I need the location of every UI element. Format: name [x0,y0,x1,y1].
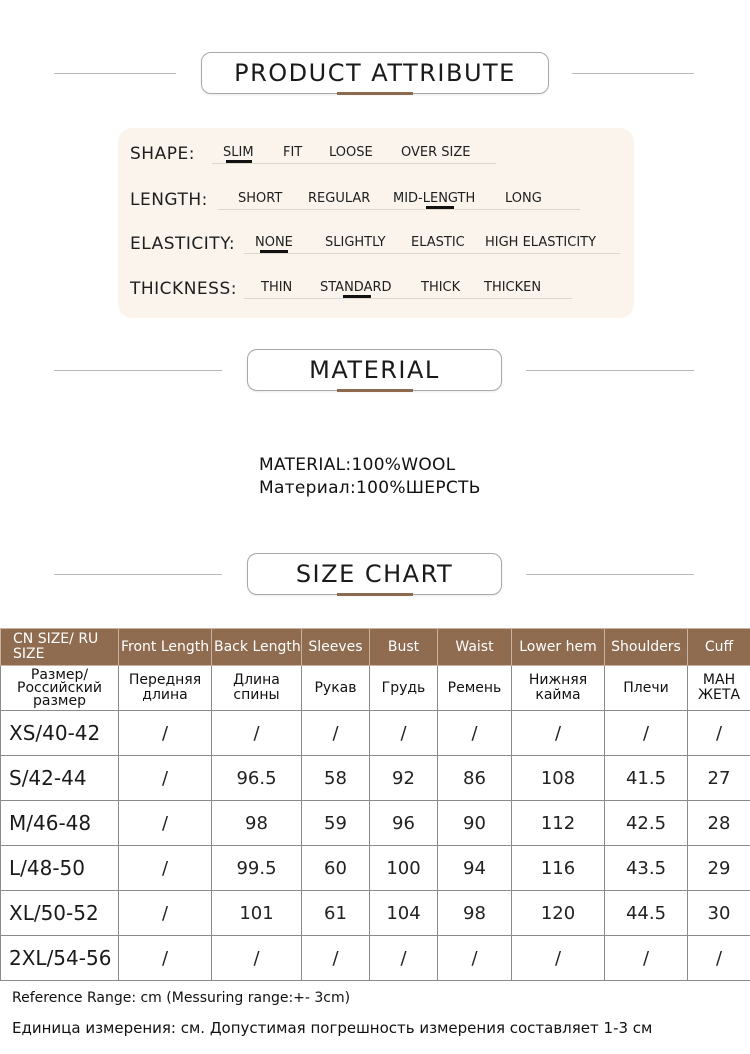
attr-label-thickness: THICKNESS: [130,279,237,299]
table-cell: 60 [302,846,370,891]
attr-option: STANDARD [320,280,392,295]
reference-range-en: Reference Range: cm (Messuring range:+- 3cm) [12,990,351,1006]
table-cell: / [212,936,302,981]
table-row [1,711,750,756]
table-cell: / [119,711,212,756]
table-header-cell-ru: Нижняя кайма [512,666,605,711]
divider-line [526,370,694,371]
table-cell: 98 [212,801,302,846]
table-header-cell-ru: Ремень [438,666,512,711]
table-row [1,801,750,846]
table-header-cell-ru: Размер/ Российский размер [1,666,119,711]
attr-option: FIT [283,145,303,160]
table-cell: 29 [688,846,750,891]
table-cell: 90 [438,801,512,846]
table-header-row [1,629,750,666]
table-header-cell: Sleeves [302,629,370,666]
table-header-cell-ru: Рукав [302,666,370,711]
divider-line [572,73,694,74]
table-cell: 112 [512,801,605,846]
attr-label-elasticity: ELASTICITY: [130,234,236,254]
size-label-cell: M/46-48 [1,801,119,846]
table-header-cell: Waist [438,629,512,666]
table-cell: 27 [688,756,750,801]
table-header-cell: Bust [370,629,438,666]
section-title-text: SIZE CHART [295,560,454,588]
attr-option: NONE [255,235,293,250]
attr-selected-mark [343,295,371,298]
table-row [1,846,750,891]
table-cell: 28 [688,801,750,846]
table-cell: 41.5 [605,756,688,801]
size-label-cell: L/48-50 [1,846,119,891]
table-cell: 61 [302,891,370,936]
material-line-en: MATERIAL:100%WOOL [259,455,456,475]
table-cell: / [119,801,212,846]
table-cell: 96.5 [212,756,302,801]
attr-option: MID-LENGTH [393,191,476,206]
attr-row-rule [218,209,580,210]
table-cell: 100 [370,846,438,891]
attr-label-length: LENGTH: [130,190,208,210]
section-title-product-attribute [201,52,549,94]
table-cell: / [688,936,750,981]
table-cell: 120 [512,891,605,936]
table-header-cell: Lower hem [512,629,605,666]
table-header-cell: Back Length [212,629,302,666]
table-cell: / [512,711,605,756]
title-underline [337,593,413,596]
divider-line [54,574,222,575]
title-underline [337,389,413,392]
attr-option: SHORT [238,191,283,206]
attr-selected-mark [426,206,454,209]
attr-option: REGULAR [308,191,371,206]
attr-option: SLIM [223,145,254,160]
table-cell: / [302,711,370,756]
table-cell: 42.5 [605,801,688,846]
divider-line [526,574,694,575]
table-header-cell-ru: Плечи [605,666,688,711]
size-label-cell: S/42-44 [1,756,119,801]
table-header-cell-ru: Передняя длина [119,666,212,711]
table-cell: / [438,936,512,981]
table-header-cell: Front Length [119,629,212,666]
table-cell: 43.5 [605,846,688,891]
table-header-cell: Cuff [688,629,750,666]
attr-selected-mark [260,250,288,253]
size-label-cell: 2XL/54-56 [1,936,119,981]
section-title-text: PRODUCT ATTRIBUTE [234,59,516,87]
table-header-cell: CN SIZE/ RU SIZE [1,629,119,666]
title-underline [337,92,413,95]
table-cell: / [302,936,370,981]
attr-option: LOOSE [329,145,373,160]
table-cell: 99.5 [212,846,302,891]
divider-line [54,370,222,371]
attr-selected-mark [226,160,252,163]
table-cell: 92 [370,756,438,801]
table-cell: / [605,711,688,756]
attr-option: OVER SIZE [401,145,471,160]
attr-option: THICKEN [484,280,542,295]
size-label-cell: XS/40-42 [1,711,119,756]
table-header-cell-ru: Длина спины [212,666,302,711]
table-cell: 101 [212,891,302,936]
table-cell: / [512,936,605,981]
table-cell: 116 [512,846,605,891]
table-cell: / [370,936,438,981]
attr-option: HIGH ELASTICITY [485,235,597,250]
table-header-cell-ru: Грудь [370,666,438,711]
table-cell: / [119,756,212,801]
table-row [1,936,750,981]
table-cell: 58 [302,756,370,801]
table-cell: 104 [370,891,438,936]
attr-row-rule [212,163,496,164]
section-title-text: MATERIAL [309,356,440,384]
table-cell: / [212,711,302,756]
table-cell: / [438,711,512,756]
table-cell: / [119,936,212,981]
table-cell: 108 [512,756,605,801]
table-cell: / [688,711,750,756]
reference-range-ru: Единица измерения: см. Допустимая погрешность измерения составляет 1-3 см [12,1019,653,1037]
table-cell: 94 [438,846,512,891]
attr-option: THIN [261,280,293,295]
table-cell: 44.5 [605,891,688,936]
table-cell: / [119,891,212,936]
divider-line [54,73,176,74]
table-cell: / [119,846,212,891]
size-chart-table [0,628,750,981]
attr-option: ELASTIC [411,235,465,250]
table-cell: 96 [370,801,438,846]
table-cell: 98 [438,891,512,936]
attr-row-rule [244,253,620,254]
table-cell: 86 [438,756,512,801]
material-line-ru: Материал:100%ШЕРСТЬ [259,478,481,498]
table-header-cell-ru: МАН ЖЕТА [688,666,750,711]
attr-option: LONG [505,191,542,206]
attr-row-rule [244,298,572,299]
attr-option: THICK [421,280,461,295]
table-cell: / [605,936,688,981]
section-title-size-chart [247,553,502,595]
table-row [1,756,750,801]
table-cell: 30 [688,891,750,936]
attr-label-shape: SHAPE: [130,144,195,164]
table-header-cell: Shoulders [605,629,688,666]
table-header-row-ru [1,666,750,711]
table-cell: 59 [302,801,370,846]
section-title-material [247,349,502,391]
table-cell: / [370,711,438,756]
size-label-cell: XL/50-52 [1,891,119,936]
attr-option: SLIGHTLY [325,235,386,250]
table-row [1,891,750,936]
